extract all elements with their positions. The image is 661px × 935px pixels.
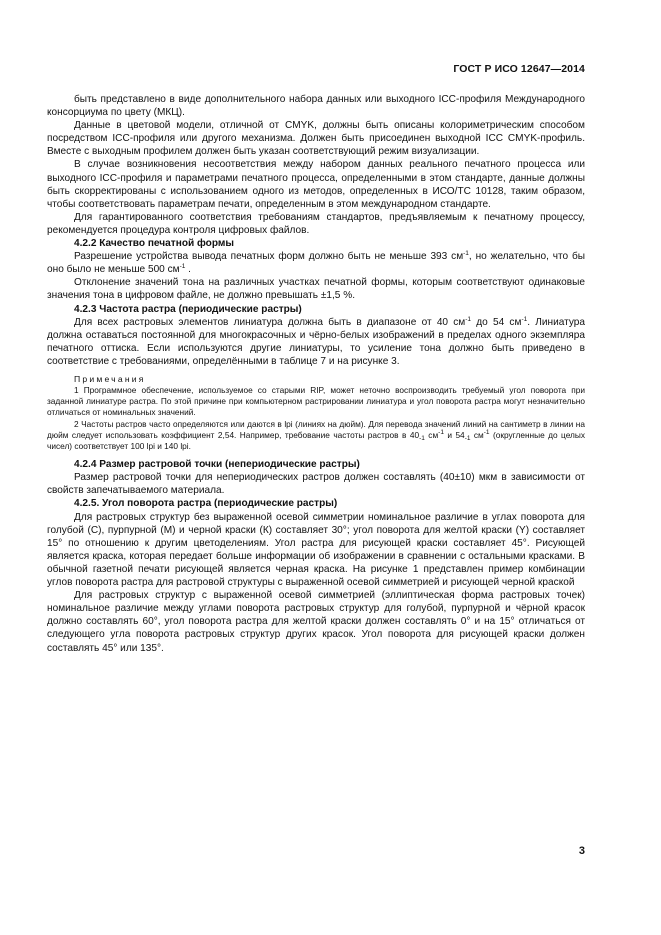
ruling-text-c: . Линиатура должна оставаться постоянной для многокрасочных и чёрно-белых изображений в пределах одного экземпляра печатного оттиска. Если используются другие линиатуры, то усиление тона должно быть приведено в соответствие с требованиями, определёнными в таблице 7 и на рисунке 3. [47,316,586,367]
ruling-exponent-1: -1 [465,315,472,323]
resolution-exponent-1: -1 [463,250,469,258]
paragraph-mismatch: В случае возникновения несоответствия между набором данных реального печатного процесса или выходного ICC-профиля и параметрами печатного процесса, определенными в этом стандарте, данные должны быть скорректированы с использованием одного из методов, определенных в ИСО/ТС 10128, таким образом, чтобы соответствовать параметрам печати, определенным в этом международном стандарте. [47,159,585,210]
note-1: 1 Программное обеспечение, используемое со старыми RIP, может неточно воспроизводить требуемый угол поворота при заданной линиатуре растра. По этой причине при компьютерном растрировании линиатура и угол поворота растра могут незначительно отличаться от номинальных значений. [47,384,585,418]
paragraph-icc-profile: быть представлено в виде дополнительного набора данных или выходного ICC-профиля Международного консорциума по цвету (МКЦ). [47,94,585,119]
paragraph-color-model: Данные в цветовой модели, отличной от CMYK, должны быть описаны колориметрическим способом посредством ICC-профиля или другого механизма. Должен быть присоединен выходной ICC CMYK-профиль. Вместе с выходным профилем должен быть указан соответствующий режим визуализации. [47,120,585,158]
paragraph-screen-angle-2: Для растровых структур с выраженной осевой симметрией (эллиптическая форма растровых точек) номинальное различие между углами поворота растровых структур для голубой, пурпурной и чёрной красок должно составлять 60°, угол поворота растра для желтой краски должен составлять 0° и на 15° отличаться от следующего угла поворота растровых структур других красок. Угол поворота для рисующей краски должен составлять 45° или 135°. [47,590,585,654]
paragraph-file-control: Для гарантированного соответствия требованиям стандартов, предъявляемым к печатному процессу, рекомендуется процедура контроля цифровых файлов. [47,211,585,236]
section-heading-4-2-5: 4.2.5. Угол поворота растра (периодические растры) [74,498,338,510]
page-number: 3 [578,845,585,857]
ruling-exponent-2: -1 [521,315,528,323]
notes-title: Примечания [74,373,146,384]
ruling-text-b: до 54 см [471,316,522,328]
section-heading-4-2-2: 4.2.2 Качество печатной формы [74,238,234,250]
paragraph-resolution [47,250,585,276]
paragraph-screen-angle-1: Для растровых структур без выраженной осевой симметрии номинальное различие в углах поворота для голубой (С), пурпурной (М) и черной краски (К) составляет 30°; угол поворота для желтой краски (Y) составляет 15° по отношению к другим цветоделениям. Угол растра для рисующей краски составляет 45°. Рисующей является краска, которая передает больше информации об изображении в сравнении с остальными красками. В обычной газетной печати рисующей является черная краска. На рисунке 1 представлен пример комбинации углов поворота растра для растровой структуры с выраженной осевой симметрией и рисующей черной краской [47,511,585,589]
note-2-text-c: и 54 [443,429,465,440]
section-heading-4-2-4: 4.2.4 Размер растровой точки (непериодические растры) [74,459,360,471]
resolution-text-c: . [185,264,191,276]
resolution-exponent-2: -1 [179,263,186,271]
note-2-text-b: см [424,429,439,440]
resolution-text-a: Разрешение устройства вывода печатных форм должно быть не меньше 393 см [74,251,464,263]
note-2-text-a: 2 Частоты растров часто определяются или даются в lpi (линиях на дюйм). Для перевода значений линий на сантиметр в линии на дюйм следует использовать коэффициент 2,54. Например, требование частоты растров в 40 [47,418,585,440]
note-2 [47,419,585,453]
paragraph-dot-size: Размер растровой точки для непериодических растров должен составлять (40±10) мкм в зависимости от свойств запечатываемого материала. [47,472,585,497]
note-2-text-d: см [470,429,484,440]
resolution-text-b: , но желательно, что бы оно было не меньше 500 см [47,251,586,276]
note-2-exponent-2: -1 [483,428,490,436]
section-heading-4-2-3: 4.2.3 Частота растра (периодические растры) [74,303,302,315]
note-2-subscript-2: -1 [464,434,471,442]
page-body [47,93,585,655]
document-header: ГОСТ Р ИСО 12647—2014 [453,63,585,75]
note-2-text-e: (округленные до целых чисел) соответствует 100 lpi и 140 lpi. [47,429,585,451]
paragraph-tone-deviation: Отклонение значений тона на различных участках печатной формы, которым соответствуют одинаковые значения тона в цифровом файле, не должно превышать ±1,5 %. [47,277,585,302]
ruling-text-a: Для всех растровых элементов линиатура должна быть в диапазоне от 40 см [74,316,466,328]
note-2-exponent-1: -1 [438,428,444,436]
note-2-subscript-1: -1 [419,434,425,442]
paragraph-screen-ruling [47,316,585,368]
